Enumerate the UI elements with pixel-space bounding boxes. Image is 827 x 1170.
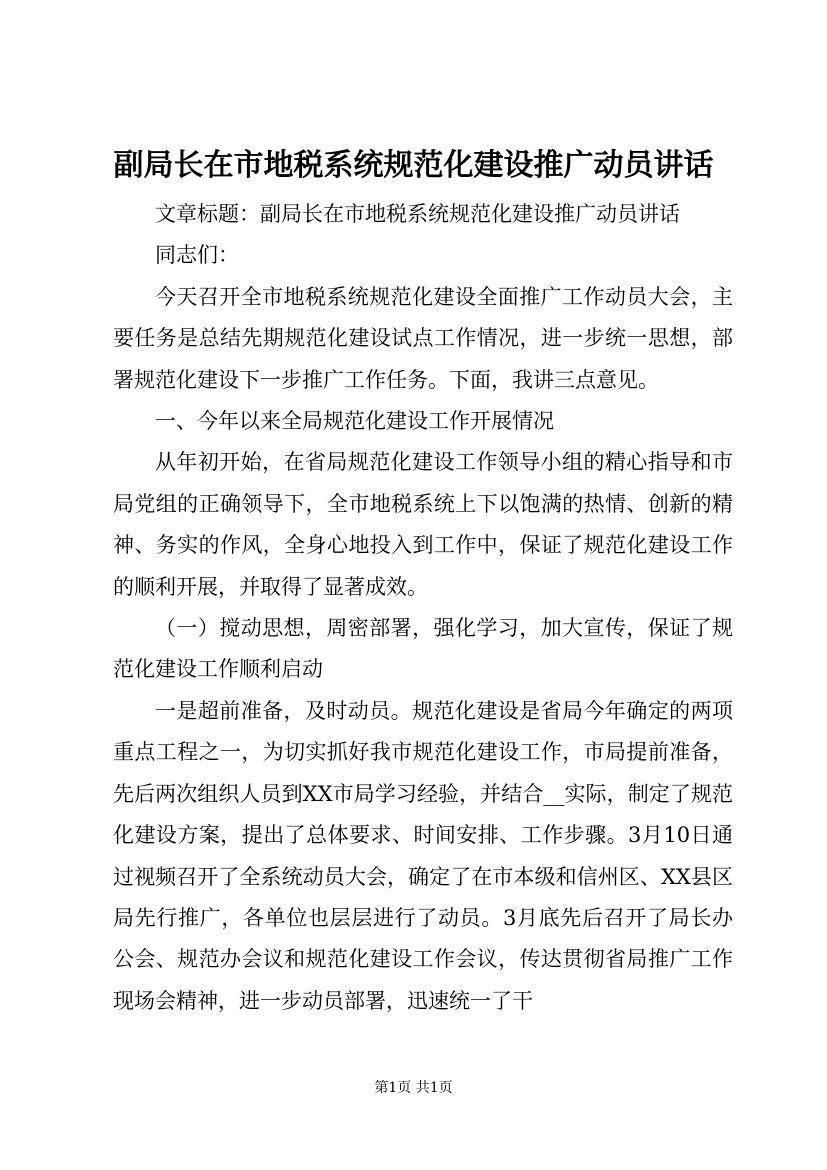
article-title-line: 文章标题：副局长在市地税系统规范化建设推广动员讲话 <box>155 202 680 226</box>
subsection-heading-1: （一）搅动思想，周密部署，强化学习，加大宣传，保证了规范化建设工作顺利启动 <box>113 616 733 682</box>
document-title: 副局长在市地税系统规范化建设推广动员讲话 <box>113 148 714 183</box>
salutation: 同志们： <box>155 243 239 268</box>
page-footer: 第1页 共1页 <box>374 1080 453 1096</box>
section-heading-1: 一、今年以来全局规范化建设工作开展情况 <box>155 409 554 434</box>
paragraph-overview: 从年初开始，在省局规范化建设工作领导小组的精心指导和市局党组的正确领导下，全市地税系统上下以饱满的热情、创新的精神、务实的作风，全身心地投入到工作中，保证了规范化建设工作的顺利开展，并取得了显著成效。 <box>113 450 733 599</box>
document-body <box>113 194 733 1022</box>
paragraph-preparation: 一是超前准备，及时动员。规范化建设是省局今年确定的两项重点工程之一，为切实抓好我市规范化建设工作，市局提前准备，先后两次组织人员到XX市局学习经验，并结合__实际，制定了规范化建设方案，提出了总体要求、时间安排、工作步骤。3月10日通过视频召开了全系统动员大会，确定了在市本级和信州区、XX县区局先行推广，各单位也层层进行了动员。3月底先后召开了局长办公会、规范办会议和规范化建设工作会议，传达贯彻省局推广工作现场会精神，进一步动员部署，迅速统一了干 <box>113 698 733 1013</box>
paragraph-intro: 今天召开全市地税系统规范化建设全面推广工作动员大会，主要任务是总结先期规范化建设试点工作情况，进一步统一思想，部署规范化建设下一步推广工作任务。下面，我讲三点意见。 <box>113 284 733 392</box>
